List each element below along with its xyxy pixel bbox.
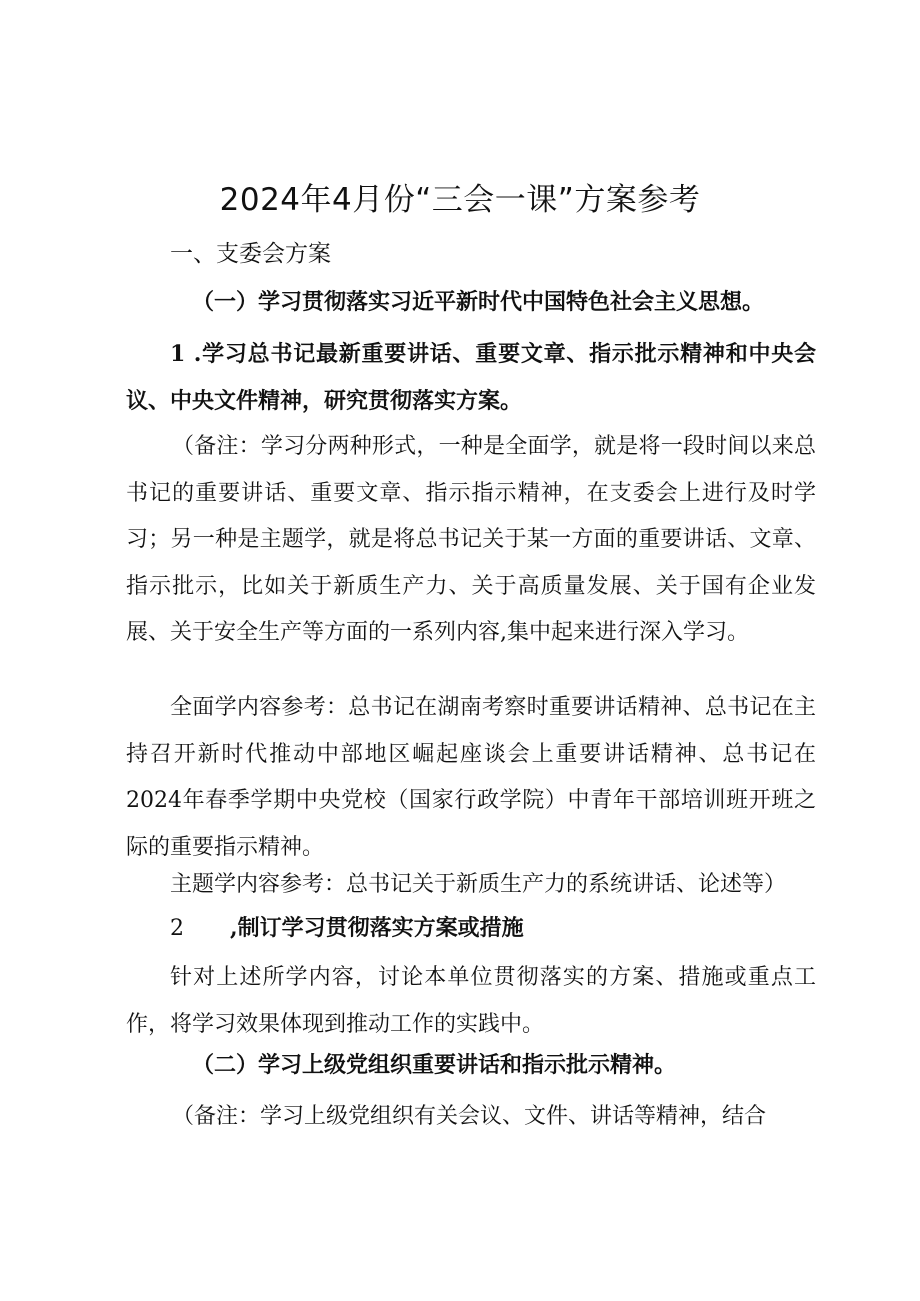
- note-paragraph-2: （备注：学习上级党组织有关会议、文件、讲话等精神，结合: [172, 1104, 767, 1129]
- section-heading-1: 一、支委会方案: [170, 241, 331, 267]
- thematic-study-paragraph: 主题学内容参考：总书记关于新质生产力的系统讲话、论述等）: [170, 872, 787, 897]
- item-2-body-paragraph: 针对上述所学内容，讨论本单位贯彻落实的方案、措施或重点工作，将学习效果体现到推动工作的实践中。: [126, 965, 816, 1037]
- item-2-number: 2: [170, 916, 184, 941]
- item-1-paragraph: 1 .学习总书记最新重要讲话、重要文章、指示批示精神和中央会议、中央文件精神，研究贯彻落实方案。: [126, 341, 816, 414]
- comprehensive-study-paragraph: 全面学内容参考：总书记在湖南考察时重要讲话精神、总书记在主持召开新时代推动中部地区崛起座谈会上重要讲话精神、总书记在2024年春季学期中央党校（国家行政学院）中青年干部培训班开班之际的重要指示精神。: [126, 695, 816, 860]
- item-2-heading: [170, 908, 524, 949]
- item-2-title: ,制订学习贯彻落实方案或措施: [230, 915, 524, 941]
- note-paragraph-1: （备注：学习分两种形式，一种是全面学，就是将一段时间以来总书记的重要讲话、重要文章、指示指示精神，在支委会上进行及时学习；另一种是主题学，就是将总书记关于某一方面的重要讲话、文章、指示批示，比如关于新质生产力、关于高质量发展、关于国有企业发展、关于安全生产等方面的一系列内容,集中起来进行深入学习。: [126, 434, 816, 645]
- page-title: 2024年4月份“三会一课”方案参考: [219, 182, 701, 218]
- subsection-heading-1: （一）学习贯彻落实习近平新时代中国特色社会主义思想。: [192, 289, 765, 315]
- subsection-heading-2: （二）学习上级党组织重要讲话和指示批示精神。: [192, 1052, 677, 1078]
